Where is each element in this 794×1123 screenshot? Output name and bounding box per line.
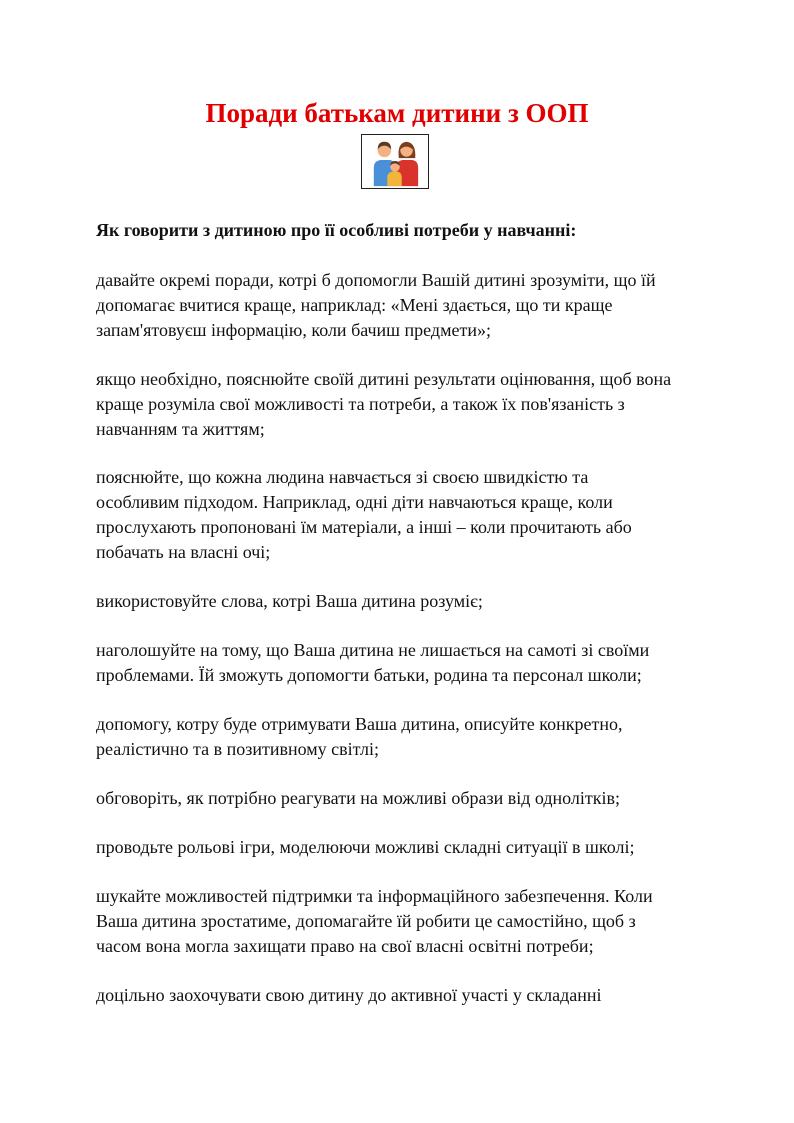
paragraph [96,589,716,614]
paragraph-line: доцільно заохочувати свою дитину до активної участі у складанні [96,985,602,1005]
paragraph-line: прослухають пропоновані їм матеріали, а інші – коли прочитають або [96,517,632,537]
paragraph [96,983,716,1008]
paragraph [96,638,716,688]
paragraph-line: реалістично та в позитивному світлі; [96,739,380,759]
paragraph-line: часом вона могла захищати право на свої власні освітні потреби; [96,936,594,956]
paragraph [96,884,716,959]
paragraph [96,367,716,442]
paragraph-line: Ваша дитина зростатиме, допомагайте їй робити це самостійно, щоб з [96,911,636,931]
paragraph-line: проблемами. Їй зможуть допомогти батьки, родина та персонал школи; [96,665,642,685]
paragraph [96,268,716,343]
paragraph-line: побачать на власні очі; [96,542,271,562]
paragraph-line: особливим підходом. Наприклад, одні діти навчаються краще, коли [96,492,613,512]
paragraph [96,712,716,762]
paragraph [96,465,716,565]
paragraph-line: запам'ятовуєш інформацію, коли бачиш предмети»; [96,320,491,340]
paragraph [96,835,716,860]
paragraph-line: пояснюйте, що кожна людина навчається зі своєю швидкістю та [96,467,589,487]
paragraph-line: допомогу, котру буде отримувати Ваша дитина, описуйте конкретно, [96,714,623,734]
paragraph-line: проводьте рольові ігри, моделюючи можливі складні ситуації в школі; [96,837,635,857]
page-title: Поради батькам дитини з ООП [205,98,589,128]
paragraph-line: наголошуйте на тому, що Ваша дитина не лишається на самоті зі своїми [96,640,650,660]
paragraph [96,786,716,811]
paragraph-line: використовуйте слова, котрі Ваша дитина розуміє; [96,591,483,611]
paragraph-line: навчанням та життям; [96,419,265,439]
paragraph-line: допомагає вчитися краще, наприклад: «Мені здається, що ти краще [96,295,613,315]
paragraph-line: шукайте можливостей підтримки та інформаційного забезпечення. Коли [96,886,653,906]
paragraph-line: давайте окремі поради, котрі б допомогли Вашій дитині зрозуміти, що їй [96,270,656,290]
paragraph-line: обговоріть, як потрібно реагувати на можливі образи від однолітків; [96,788,621,808]
family-icon [361,134,429,189]
paragraph-line: краще розуміла свої можливості та потреби, а також їх пов'язаність з [96,394,625,414]
section-heading: Як говорити з дитиною про її особливі потреби у навчанні: [96,220,577,240]
paragraph-line: якщо необхідно, пояснюйте своїй дитині результати оцінювання, щоб вона [96,369,672,389]
